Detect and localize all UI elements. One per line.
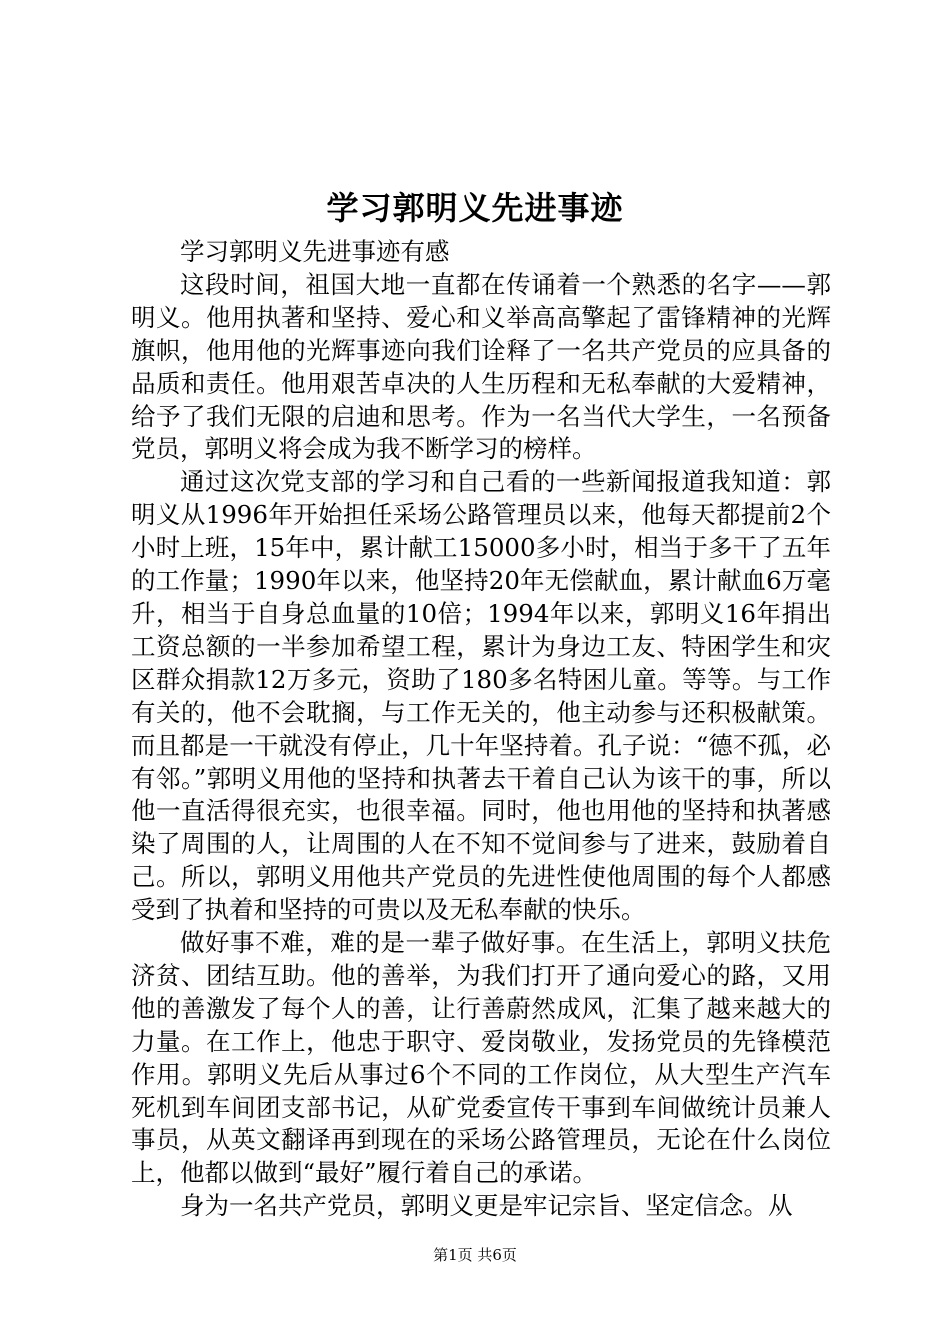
paragraph-subtitle: 学习郭明义先进事迹有感 — [180, 237, 450, 266]
document-title: 学习郭明义先进事迹 — [326, 189, 624, 227]
paragraph: 做好事不难，难的是一辈子做好事。在生活上，郭明义扶危济贫、团结互助。他的善举，为我们打开了通向爱心的路，又用他的善激发了每个人的善，让行善蔚然成风，汇集了越来越大的力量。在工作上，他忠于职守、爱岗敬业，发扬党员的先锋模范作用。郭明义先后从事过6个不同的工作岗位，从大型生产汽车死机到车间团支部书记，从矿党委宣传干事到车间做统计员兼人事员，从英文翻译再到现在的采场公路管理员，无论在什么岗位上，他都以做到“最好”履行着自己的承诺。 — [131, 928, 831, 1188]
paragraph: 这段时间，祖国大地一直都在传诵着一个熟悉的名字——郭明义。他用执著和坚持、爱心和义举高高擎起了雷锋精神的光辉旗帜，他用他的光辉事迹向我们诠释了一名共产党员的应具备的品质和责任。他用艰苦卓决的人生历程和无私奉献的大爱精神，给予了我们无限的启迪和思考。作为一名当代大学生，一名预备党员，郭明义将会成为我不断学习的榜样。 — [131, 269, 831, 464]
document-body — [131, 236, 831, 1223]
page-footer: 第1页 共6页 — [433, 1246, 517, 1264]
paragraph: 通过这次党支部的学习和自己看的一些新闻报道我知道：郭明义从1996年开始担任采场公路管理员以来，他每天都提前2个小时上班，15年中，累计献工15000多小时，相当于多干了五年的工作量；1990年以来，他坚持20年无偿献血，累计献血6万毫升，相当于自身总血量的10倍；1994年以来，郭明义16年捐出工资总额的一半参加希望工程，累计为身边工友、特困学生和灾区群众捐款12万多元，资助了180多名特困儿童。等等。与工作有关的，他不会耽搁，与工作无关的，他主动参与还积极献策。而且都是一干就没有停止，几十年坚持着。孔子说：“德不孤，必有邻。”郭明义用他的坚持和执著去干着自己认为该干的事，所以他一直活得很充实，也很幸福。同时，他也用他的坚持和执著感染了周围的人，让周围的人在不知不觉间参与了进来，鼓励着自己。所以，郭明义用他共产党员的先进性使他周围的每个人都感受到了执着和坚持的可贵以及无私奉献的快乐。 — [131, 467, 831, 925]
paragraph: 身为一名共产党员，郭明义更是牢记宗旨、坚定信念。从 — [180, 1191, 793, 1221]
